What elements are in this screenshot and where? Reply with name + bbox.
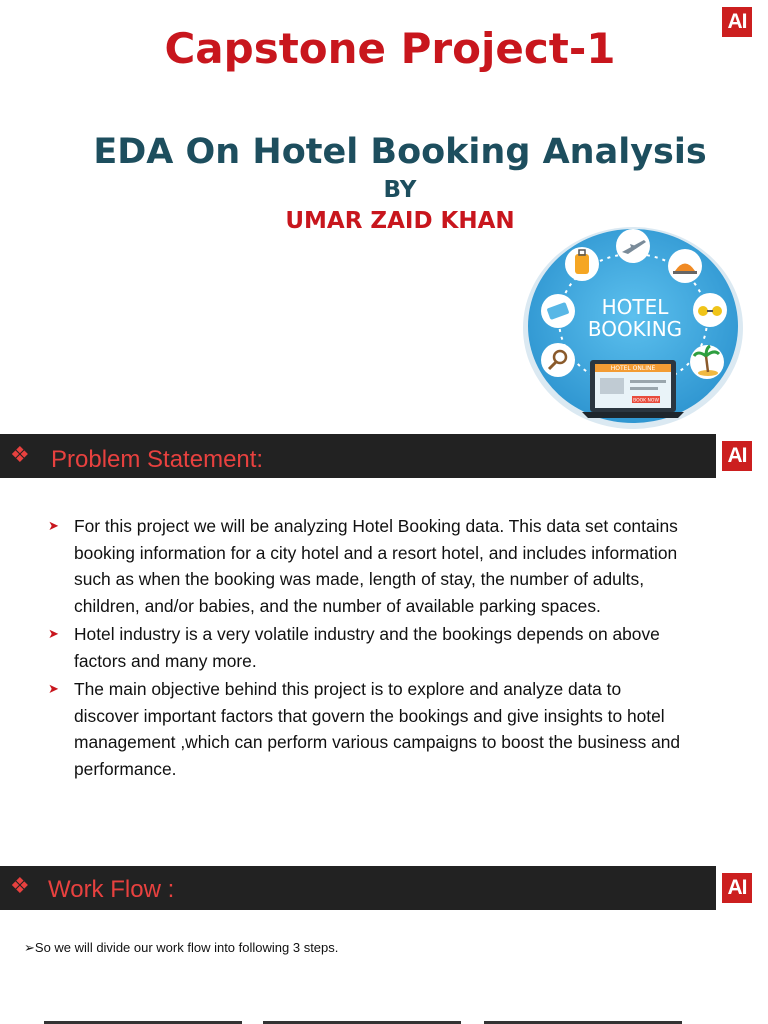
author-name: UMAR ZAID KHAN	[285, 208, 515, 234]
work-flow-heading: Work Flow :	[48, 876, 175, 903]
badge-line1: HOTEL	[601, 295, 669, 319]
laptop-book-button: BOOK NOW	[633, 398, 659, 404]
page-subtitle: EDA On Hotel Booking Analysis	[93, 132, 707, 172]
work-flow-text-content: So we will divide our work flow into following 3 steps.	[34, 940, 339, 955]
ai-logo: AI	[722, 873, 752, 903]
palm-tree-icon	[690, 345, 724, 379]
magnifier-icon	[541, 343, 575, 377]
by-label: BY	[383, 177, 417, 203]
arrow-bullet-icon: ➢	[24, 940, 35, 955]
bullet-text: The main objective behind this project is to explore and analyze data to discover important factors that govern the bookings and give insights to hotel management ,which can perform various campaigns to boost the business and performance.	[74, 679, 681, 779]
bullet-text: Hotel industry is a very volatile industry and the bookings depends on above factors and many more.	[74, 624, 660, 671]
arrow-bullet-icon: ➤	[48, 518, 59, 533]
list-item	[48, 676, 688, 782]
laptop-screen-title: HOTEL ONLINE	[610, 365, 656, 372]
diamond-bullet-icon: ❖	[10, 443, 30, 468]
ticket-icon	[541, 294, 575, 328]
arrow-bullet-icon: ➤	[48, 681, 59, 696]
problem-statement-heading: Problem Statement:	[51, 446, 264, 473]
food-tray-icon	[668, 249, 702, 283]
laptop-icon	[582, 360, 684, 418]
problem-bullet-list	[48, 513, 688, 784]
list-item	[48, 513, 688, 619]
arrow-bullet-icon: ➤	[48, 626, 59, 641]
hotel-booking-badge	[522, 222, 744, 430]
ai-logo: AI	[722, 7, 752, 37]
airplane-icon	[616, 229, 650, 263]
work-flow-text	[24, 940, 338, 956]
suitcase-icon	[565, 247, 599, 281]
bullet-text: For this project we will be analyzing Hotel Booking data. This data set contains booking information for a city hotel and a resort hotel, and includes information such as when the booking was made, length of stay, the number of adults, children, and/or babies, and the number of available parking spaces.	[74, 516, 678, 616]
page-title: Capstone Project-1	[164, 24, 616, 73]
ai-logo: AI	[722, 441, 752, 471]
problem-statement-bar	[0, 434, 716, 478]
sunglasses-icon	[693, 293, 727, 327]
badge-line2: BOOKING	[587, 317, 683, 341]
work-flow-bar	[0, 866, 716, 910]
list-item	[48, 621, 688, 674]
diamond-bullet-icon: ❖	[10, 874, 30, 899]
